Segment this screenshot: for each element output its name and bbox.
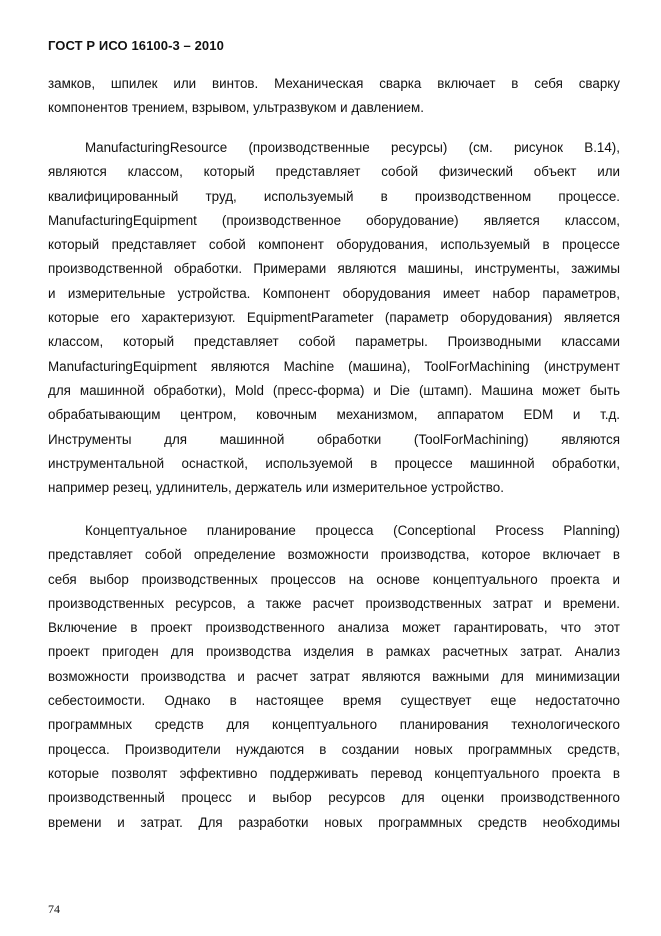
text-line: которые позволят эффективно поддерживать перевод концептуального проекта в	[48, 765, 620, 781]
text-line: производственных ресурсов, а также расчет производственных затрат и времени.	[48, 595, 620, 611]
text-line: процесса. Производители нуждаются в создании новых программных средств,	[48, 741, 620, 757]
text-line: ManufacturingEquipment (производственное оборудование) является классом,	[48, 212, 620, 228]
text-line: которые его характеризуют. EquipmentParameter (параметр оборудования) является	[48, 310, 620, 326]
text-line: например резец, удлинитель, держатель или измерительное устройство.	[48, 480, 504, 496]
text-line: представляет собой определение возможности производства, которое включает в	[48, 547, 620, 563]
text-line: для машинной обработки), Mold (пресс-форма) и Die (штамп). Машина может быть	[48, 382, 620, 398]
text-line: себестоимости. Однако в настоящее время существует еще недостаточно	[48, 693, 620, 709]
text-line: производственный процесс и выбор ресурсов для оценки производственного	[48, 790, 620, 806]
text-line: квалифицированный труд, используемый в производственном процессе.	[48, 188, 620, 204]
paragraph	[48, 519, 620, 835]
text-line: производственной обработки. Примерами являются машины, инструменты, зажимы	[48, 261, 620, 277]
text-line: ManufacturingEquipment являются Machine (машина), ToolForMachining (инструмент	[48, 358, 620, 374]
text-line: времени и затрат. Для разработки новых программных средств необходимы	[48, 814, 620, 830]
text-line: проект пригоден для производства изделия в рамках расчетных затрат. Анализ	[48, 644, 620, 660]
text-line: Концептуальное планирование процесса (Conceptional Process Planning)	[85, 523, 620, 538]
text-line: являются классом, который представляет собой физический объект или	[48, 164, 620, 180]
text-line: программных средств для концептуального планирования технологического	[48, 717, 620, 733]
text-line: обрабатывающим центром, ковочным механизмом, аппаратом EDM и т.д.	[48, 407, 620, 423]
text-line: классом, который представляет собой параметры. Производными классами	[48, 334, 620, 350]
text-line: Включение в проект производственного анализа может гарантировать, что этот	[48, 620, 620, 636]
text-line: возможности производства и расчет затрат являются важными для минимизации	[48, 668, 620, 684]
document-header: ГОСТ Р ИСО 16100-3 – 2010	[48, 38, 224, 53]
text-line: Инструменты для машинной обработки (ToolForMachining) являются	[48, 431, 620, 447]
paragraph	[48, 72, 620, 121]
paragraph	[48, 136, 620, 500]
text-line: компонентов трением, взрывом, ультразвуком и давлением.	[48, 100, 424, 116]
text-line: замков, шпилек или винтов. Механическая сварка включает в себя сварку	[48, 76, 620, 91]
text-line: который представляет собой компонент оборудования, используемый в процессе	[48, 237, 620, 253]
text-line: ManufacturingResource (производственные ресурсы) (см. рисунок В.14),	[85, 140, 620, 155]
text-line: и измерительные устройства. Компонент оборудования имеет набор параметров,	[48, 285, 620, 301]
page-number: 74	[48, 902, 60, 916]
text-line: инструментальной оснасткой, используемой в процессе машинной обработки,	[48, 455, 620, 471]
text-line: себя выбор производственных процессов на основе концептуального проекта и	[48, 571, 620, 587]
